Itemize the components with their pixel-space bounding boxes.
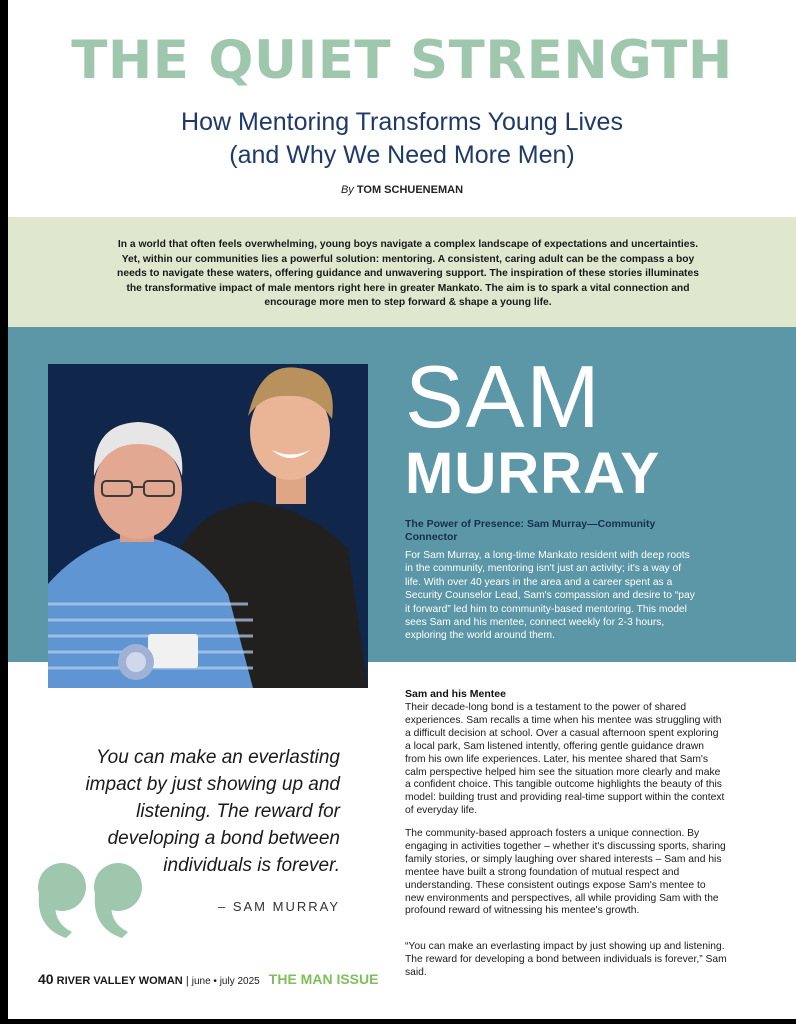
author-name: TOM SCHUENEMAN [356,184,464,196]
byline-prefix: By [340,184,354,196]
magazine-page [8,0,796,1019]
issue-name: THE MAN ISSUE [268,971,379,987]
profile-heading: The Power of Presence: Sam Murray—Community Connector [405,518,656,543]
page-footer [38,971,378,987]
magazine-name: RIVER VALLEY WOMAN [56,975,183,987]
profile-last-name: MURRAY [405,441,661,506]
section-paragraph-2: The community-based approach fosters a unique connection. By engaging in activities together – whether it's discussing sports, sharing family stories, or simply laughing over shared interests – Sam and his mentee have built a strong foundation of mutual respect and understanding. These consistent outings expose Sam's mentee to new environments and perspectives, all while providing Sam with the profound reward of witnessing his mentee's growth. [405,828,726,917]
subtitle-line-2: (and Why We Need More Men) [229,141,575,169]
page-number: 40 [38,971,54,987]
quote-attribution: – SAM MURRAY [218,899,340,914]
footer-separator: | [185,975,189,987]
profile-photo [48,364,368,688]
section-paragraph-1: Their decade-long bond is a testament to the power of shared experiences. Sam recalls a time when his mentee was struggling with a difficult decision at school. Over a casual afternoon spent exploring a local park, Sam listened intently, offering gentle guidance drawn from his own life experiences. Later, his mentee shared that Sam's calm perspective helped him see the situation more clearly and make a confident choice. This tangible outcome highlights the beauty of this model: building trust and providing real-time support within the context of everyday life. [405,702,725,817]
article-subtitle [8,106,796,172]
byline [8,184,796,196]
quote-mark-icon [34,860,150,940]
photo-illustration [48,364,368,688]
profile-first-name: SAM [405,347,602,446]
article-title: THE QUIET STRENGTH [71,30,733,91]
issue-date: june • july 2025 [191,976,260,987]
subtitle-line-1: How Mentoring Transforms Young Lives [181,108,623,136]
pull-quote: You can make an everlasting impact by just showing up and listening. The reward for developing a bond between individuals is forever. [85,747,340,876]
section-heading: Sam and his Mentee [405,688,506,700]
intro-box [8,217,796,327]
intro-text: In a world that often feels overwhelming, young boys navigate a complex landscape of expectations and uncertainties. Yet, within our communities lies a powerful solution: mentoring. A consistent, caring adult can be the compass a boy needs to navigate these waters, offering guidance and unwavering support. The inspiration of these stories illuminates the transformative impact of male mentors right here in greater Mankato. The aim is to spark a vital connection and encourage more men to step forward & shape a young life. [117,239,699,308]
section-paragraph-3: “You can make an everlasting impact by just showing up and listening. The reward for developing a bond between individuals is forever,” Sam said. [405,941,727,978]
profile-body: For Sam Murray, a long-time Mankato resident with deep roots in the community, mentoring isn't just an activity; it's a way of life. With over 40 years in the area and a career spent as a Security Counselor Lead, Sam's compassion and desire to “pay it forward” led him to community-based mentoring. This model sees Sam and his mentee, connect weekly for 2-3 hours, exploring the world around them. [405,550,695,642]
